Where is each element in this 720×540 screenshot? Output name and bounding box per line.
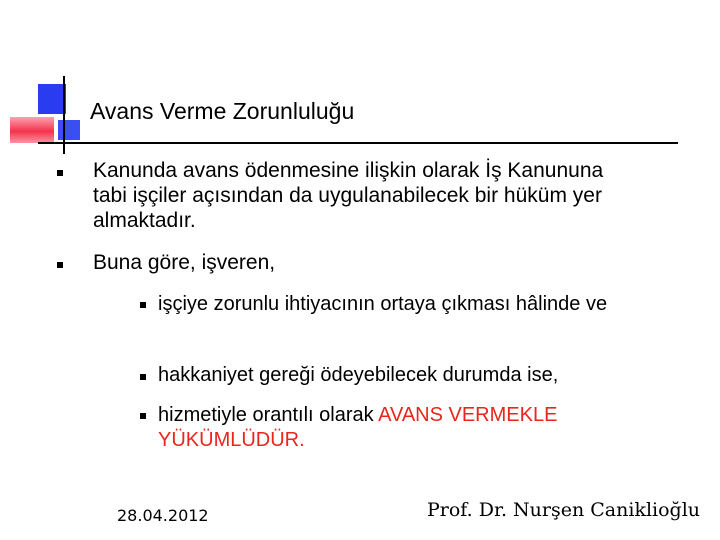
logo-red-square: [10, 117, 54, 143]
sub-bullet-item-2: hakkaniyet gereği ödeyebilecek durumda ise,: [158, 364, 559, 386]
bullet-marker: [57, 262, 63, 268]
sub-bullet-item-3-prefix: hizmetiyle orantılı olarak: [158, 404, 379, 426]
slide-title: Avans Verme Zorunluluğu: [90, 98, 355, 124]
sub-bullet-item-1: işçiye zorunlu ihtiyacının ortaya çıkması hâlinde ve: [158, 293, 608, 315]
logo-blue-square: [38, 84, 66, 114]
bullet-item-2: Buna göre, işveren,: [93, 251, 276, 274]
logo-small-blue-square: [58, 120, 80, 140]
sub-bullet-marker: [140, 302, 146, 308]
slide-logo-decoration: [0, 0, 100, 160]
bullet-marker: [57, 170, 63, 176]
bullet-item-1: Kanunda avans ödenmesine ilişkin olarak İş Kanununa tabi işçiler açısından da uygulanabilecek bir hüküm yer almaktadır.: [93, 159, 604, 232]
footer-author: Prof. Dr. Nurşen Caniklioğlu: [427, 499, 701, 521]
footer-date: 28.04.2012: [117, 506, 209, 525]
sub-bullet-marker: [140, 374, 146, 380]
title-underline: [38, 142, 678, 144]
sub-bullet-item-3: [158, 403, 658, 453]
emphasis-text: AVANS VERMEKLE YÜKÜMLÜDÜR.: [158, 404, 558, 451]
sub-bullet-marker: [140, 413, 146, 419]
